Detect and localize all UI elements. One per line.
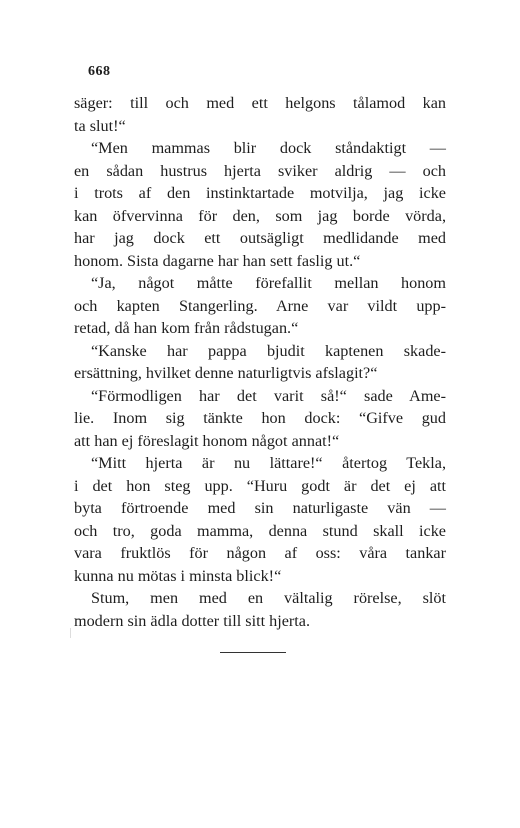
text-line: i trots af den instinktartade motvilja, jag icke [74,184,446,202]
page-number: 668 [88,64,111,79]
text-line: och tro, goda mamma, denna stund skall icke [74,521,446,540]
text-line: kunna nu mötas i minsta blick!“ [74,566,282,585]
scan-mark [70,628,71,638]
text-line: att han ej föreslagit honom något annat!“ [74,431,340,450]
text-line: Stum, men med en vältalig rörelse, slöt [91,589,446,607]
text-line: honom. Sista dagarne har han sett faslig ut.“ [74,251,361,270]
body-text [74,92,446,632]
text-line: och kapten Stangerling. Arne var vildt upp- [74,296,446,315]
text-line: i det hon steg upp. “Huru godt är det ej att [74,476,446,495]
end-separator-rule [220,652,286,653]
text-line: säger: till och med ett helgons tålamod kan [74,94,446,112]
text-line: kan öfvervinna för den, som jag borde vörda, [74,206,446,225]
text-line: ta slut!“ [74,116,126,135]
text-line: en sådan hustrus hjerta sviker aldrig — och [74,161,446,180]
text-line: “Ja, något måtte förefallit mellan honom [91,274,446,292]
text-line: “Förmodligen har det varit så!“ sade Ame- [91,386,446,405]
text-line: modern sin ädla dotter till sitt hjerta. [74,611,311,630]
text-line: “Men mammas blir dock ståndaktigt — [91,139,446,157]
text-line: retad, då han kom från rådstugan.“ [74,319,299,337]
text-line: vara fruktlös för någon af oss: våra tankar [74,544,446,562]
text-line: “Kanske har pappa bjudit kaptenen skade- [91,341,446,360]
text-line: byta förtroende med sin naturligaste vän — [74,499,446,517]
text-line: ersättning, hvilket denne naturligtvis afslagit?“ [74,364,378,382]
text-line: har jag dock ett outsägligt medlidande med [74,229,446,247]
text-line: “Mitt hjerta är nu lättare!“ återtog Tekla, [91,454,446,472]
text-line: lie. Inom sig tänkte hon dock: “Gifve gud [74,409,446,427]
